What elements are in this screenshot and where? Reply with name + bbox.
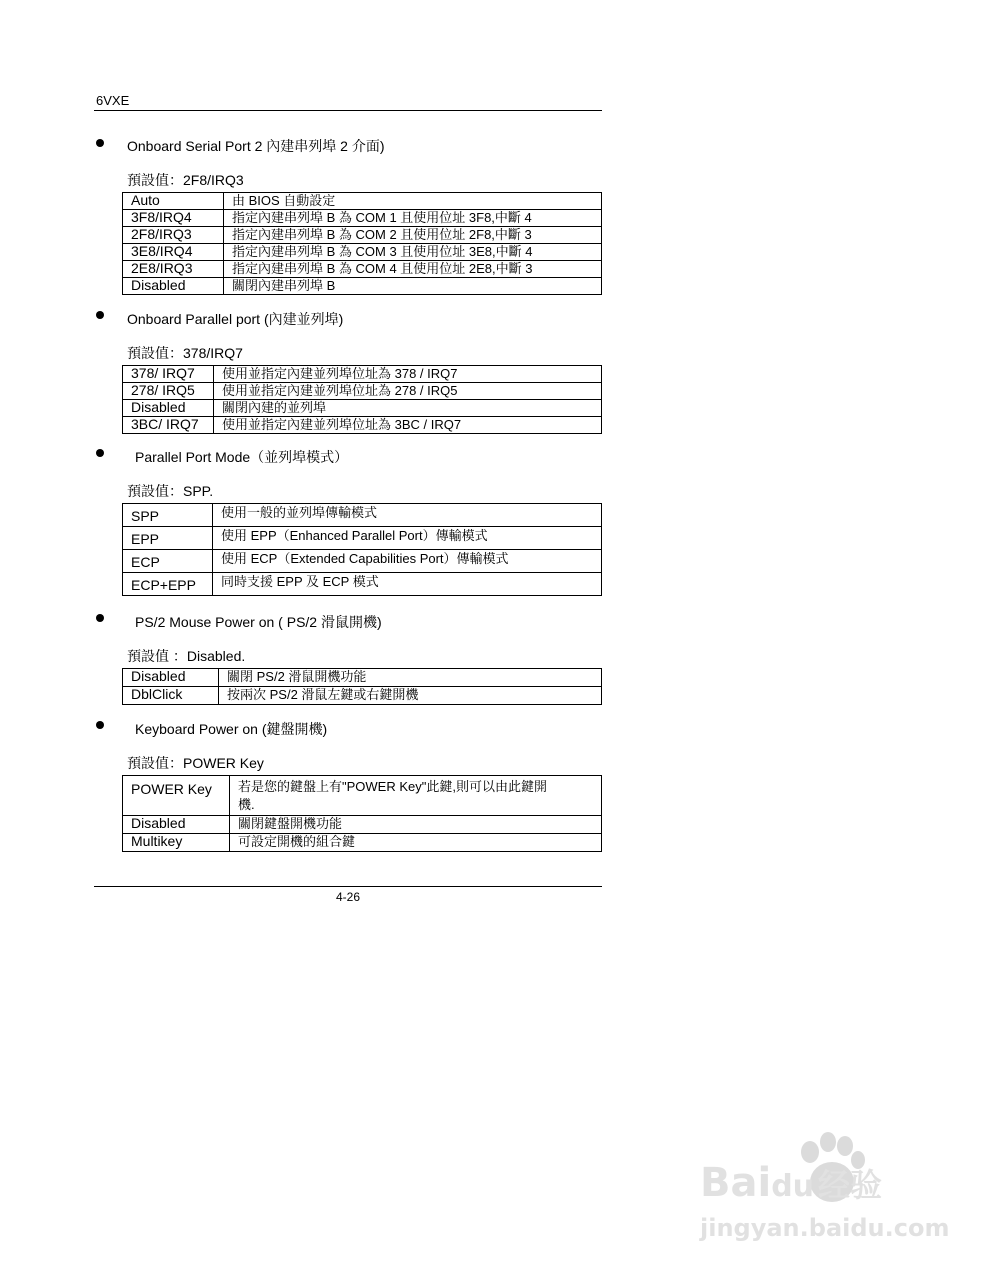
option-cell: ECP+EPP bbox=[123, 573, 213, 596]
description-cell: 指定內建串列埠 B 為 COM 2 且使用位址 2F8,中斷 3 bbox=[224, 227, 602, 244]
option-cell: 3BC/ IRQ7 bbox=[123, 417, 214, 434]
section-title: Keyboard Power on (鍵盤開機) bbox=[135, 721, 328, 737]
header-rule bbox=[94, 110, 602, 111]
table-row bbox=[123, 816, 602, 834]
table-row bbox=[123, 244, 602, 261]
options-table bbox=[122, 365, 602, 434]
table-row bbox=[123, 550, 602, 573]
option-cell: 378/ IRQ7 bbox=[123, 366, 214, 383]
table-row bbox=[123, 261, 602, 278]
default-value: 預設值：SPP. bbox=[127, 483, 214, 499]
default-value: 預設值 ：Disabled. bbox=[127, 648, 246, 664]
description-cell: 由 BIOS 自動設定 bbox=[224, 193, 602, 210]
description-cell: 使用 EPP（Enhanced Parallel Port）傳輸模式 bbox=[213, 527, 602, 550]
description-cell: 按兩次 PS/2 滑鼠左鍵或右鍵開機 bbox=[219, 687, 602, 705]
description-cell: 指定內建串列埠 B 為 COM 4 且使用位址 2E8,中斷 3 bbox=[224, 261, 602, 278]
table-row bbox=[123, 278, 602, 295]
description-cell: 指定內建串列埠 B 為 COM 1 且使用位址 3F8,中斷 4 bbox=[224, 210, 602, 227]
description-line: 若是您的鍵盤上有"POWER Key"此鍵,則可以由此鍵開 bbox=[238, 779, 547, 794]
options-table bbox=[122, 775, 602, 852]
table-row bbox=[123, 417, 602, 434]
table-row bbox=[123, 573, 602, 596]
option-cell: DblClick bbox=[123, 687, 219, 705]
watermark-logo bbox=[700, 1130, 950, 1260]
watermark-url: jingyan.baidu.com bbox=[700, 1214, 950, 1242]
table-row bbox=[123, 210, 602, 227]
table-row bbox=[123, 366, 602, 383]
option-cell: SPP bbox=[123, 504, 213, 527]
footer-rule bbox=[94, 886, 602, 887]
description-line: 機. bbox=[238, 797, 255, 812]
watermark-cn: 经验 bbox=[818, 1166, 883, 1204]
description-cell bbox=[230, 776, 602, 816]
table-row bbox=[123, 400, 602, 417]
option-cell: Disabled bbox=[123, 669, 219, 687]
option-cell: 2F8/IRQ3 bbox=[123, 227, 224, 244]
option-cell: 3F8/IRQ4 bbox=[123, 210, 224, 227]
options-table bbox=[122, 503, 602, 596]
bullet bbox=[96, 449, 104, 457]
description-cell: 可設定開機的組合鍵 bbox=[230, 834, 602, 852]
option-cell: Disabled bbox=[123, 400, 214, 417]
table-row bbox=[123, 834, 602, 852]
option-cell: Disabled bbox=[123, 816, 230, 834]
section-title: Parallel Port Mode（並列埠模式） bbox=[135, 449, 349, 465]
table-row bbox=[123, 527, 602, 550]
table-row bbox=[123, 504, 602, 527]
header-label: 6VXE bbox=[96, 93, 130, 108]
watermark-brand bbox=[700, 1160, 882, 1206]
option-cell: 3E8/IRQ4 bbox=[123, 244, 224, 261]
description-cell: 指定內建串列埠 B 為 COM 3 且使用位址 3E8,中斷 4 bbox=[224, 244, 602, 261]
table-row bbox=[123, 687, 602, 705]
page-number: 4-26 bbox=[336, 890, 361, 904]
option-cell: ECP bbox=[123, 550, 213, 573]
bullet bbox=[96, 721, 104, 729]
table-row bbox=[123, 227, 602, 244]
bullet bbox=[96, 614, 104, 622]
options-table bbox=[122, 668, 602, 705]
description-cell: 同時支援 EPP 及 ECP 模式 bbox=[213, 573, 602, 596]
default-value: 預設值：378/IRQ7 bbox=[127, 345, 243, 361]
table-row bbox=[123, 193, 602, 210]
table-row bbox=[123, 669, 602, 687]
option-cell: EPP bbox=[123, 527, 213, 550]
description-cell: 使用並指定內建並列埠位址為 278 / IRQ5 bbox=[214, 383, 602, 400]
watermark-brand-text: Bai bbox=[700, 1160, 772, 1206]
description-cell: 使用一般的並列埠傳輸模式 bbox=[213, 504, 602, 527]
bullet bbox=[96, 311, 104, 319]
option-cell: 278/ IRQ5 bbox=[123, 383, 214, 400]
section-title: Onboard Serial Port 2 內建串列埠 2 介面) bbox=[127, 138, 385, 154]
default-value: 預設值：2F8/IRQ3 bbox=[127, 172, 244, 188]
description-cell: 關閉內建的並列埠 bbox=[214, 400, 602, 417]
table-row bbox=[123, 383, 602, 400]
description-cell: 關閉內建串列埠 B bbox=[224, 278, 602, 295]
option-cell: POWER Key bbox=[123, 776, 230, 816]
option-cell: 2E8/IRQ3 bbox=[123, 261, 224, 278]
watermark-brand-du: du bbox=[771, 1169, 815, 1204]
option-cell: Disabled bbox=[123, 278, 224, 295]
description-cell: 使用 ECP（Extended Capabilities Port）傳輸模式 bbox=[213, 550, 602, 573]
table-row bbox=[123, 776, 602, 816]
section-title: PS/2 Mouse Power on ( PS/2 滑鼠開機) bbox=[135, 614, 382, 630]
options-table bbox=[122, 192, 602, 295]
description-cell: 使用並指定內建並列埠位址為 378 / IRQ7 bbox=[214, 366, 602, 383]
description-cell: 關閉 PS/2 滑鼠開機功能 bbox=[219, 669, 602, 687]
section-title: Onboard Parallel port (內建並列埠) bbox=[127, 311, 344, 327]
bullet bbox=[96, 139, 104, 147]
description-cell: 使用並指定內建並列埠位址為 3BC / IRQ7 bbox=[214, 417, 602, 434]
default-value: 預設值：POWER Key bbox=[127, 755, 264, 771]
option-cell: Multikey bbox=[123, 834, 230, 852]
option-cell: Auto bbox=[123, 193, 224, 210]
description-cell: 關閉鍵盤開機功能 bbox=[230, 816, 602, 834]
